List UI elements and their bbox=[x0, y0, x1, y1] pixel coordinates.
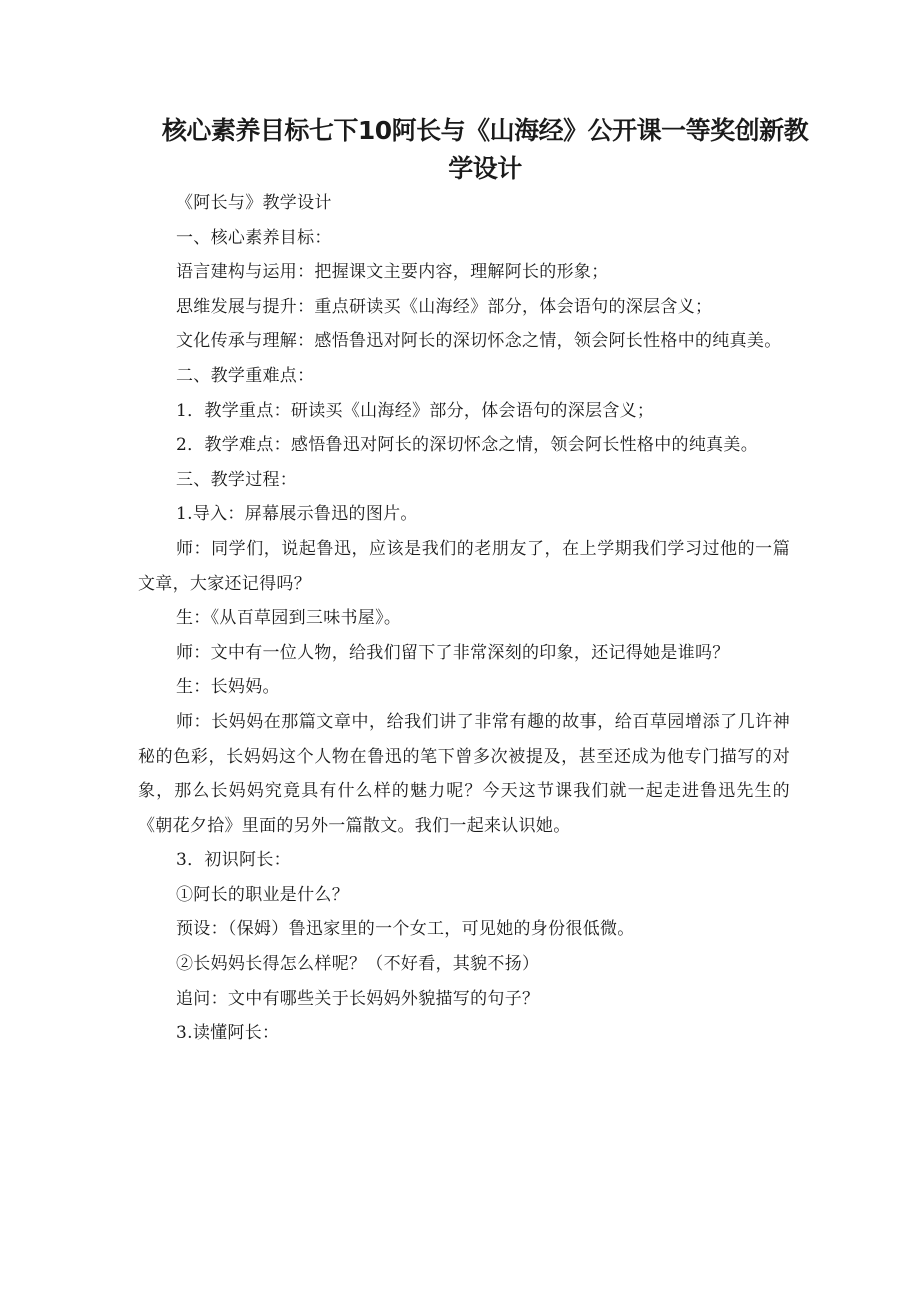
process-step-heading: 3．初识阿长： bbox=[176, 850, 291, 871]
dialogue-line: 师：文中有一位人物，给我们留下了非常深刻的印象，还记得她是谁吗？ bbox=[176, 642, 730, 663]
answer-item: 预设：（保姆）鲁迅家里的一个女工，可见她的身份很低微。 bbox=[176, 919, 635, 940]
subtitle: 《阿长与》教学设计 bbox=[176, 193, 332, 213]
dialogue-line: 师：长妈妈在那篇文章中，给我们讲了非常有趣的故事，给百草园增添了几许神秘的色彩，长妈妈这个人物在鲁迅的笔下曾多次被提及，甚至还成为他专门描写的对象，那么长妈妈究竟具有什么样的魅力呢？今天这节课我们就一起走进鲁迅先生的《朝花夕拾》里面的另外一篇散文。我们一起来认识她。 bbox=[138, 711, 790, 836]
key-point-1: 1．教学重点：研读买《山海经》部分，体会语句的深层含义； bbox=[176, 400, 655, 421]
section-heading-key-points: 二、教学重难点： bbox=[176, 365, 315, 386]
dialogue-line: 师：同学们，说起鲁迅，应该是我们的老朋友了，在上学期我们学习过他的一篇文章，大家还记得吗？ bbox=[138, 538, 790, 594]
process-intro: 1.导入：屏幕展示鲁迅的图片。 bbox=[176, 504, 418, 525]
process-step-heading: 3.读懂阿长： bbox=[176, 1023, 280, 1044]
section-heading-goals: 一、核心素养目标： bbox=[176, 227, 332, 248]
question-item: ①阿长的职业是什么？ bbox=[176, 884, 349, 905]
dialogue-line: 生：长妈妈。 bbox=[176, 677, 280, 698]
section-heading-process: 三、教学过程： bbox=[176, 469, 298, 490]
question-item: ②长妈妈长得怎么样呢？（不好看，其貌不扬） bbox=[176, 954, 540, 975]
document-title: 核心素养目标七下10阿长与《山海经》公开课一等奖创新教学设计 bbox=[161, 116, 809, 183]
dialogue-line: 生：《从百草园到三味书屋》。 bbox=[176, 608, 402, 629]
goal-language: 语言建构与运用：把握课文主要内容，理解阿长的形象； bbox=[176, 262, 609, 283]
document-body bbox=[138, 186, 790, 1051]
goal-culture: 文化传承与理解：感悟鲁迅对阿长的深切怀念之情，领会阿长性格中的纯真美。 bbox=[176, 331, 782, 352]
key-point-2: 2．教学难点：感悟鲁迅对阿长的深切怀念之情，领会阿长性格中的纯真美。 bbox=[176, 435, 759, 456]
goal-thinking: 思维发展与提升：重点研读买《山海经》部分，体会语句的深层含义； bbox=[176, 296, 713, 317]
follow-up-question: 追问：文中有哪些关于长妈妈外貌描写的句子？ bbox=[176, 988, 540, 1009]
